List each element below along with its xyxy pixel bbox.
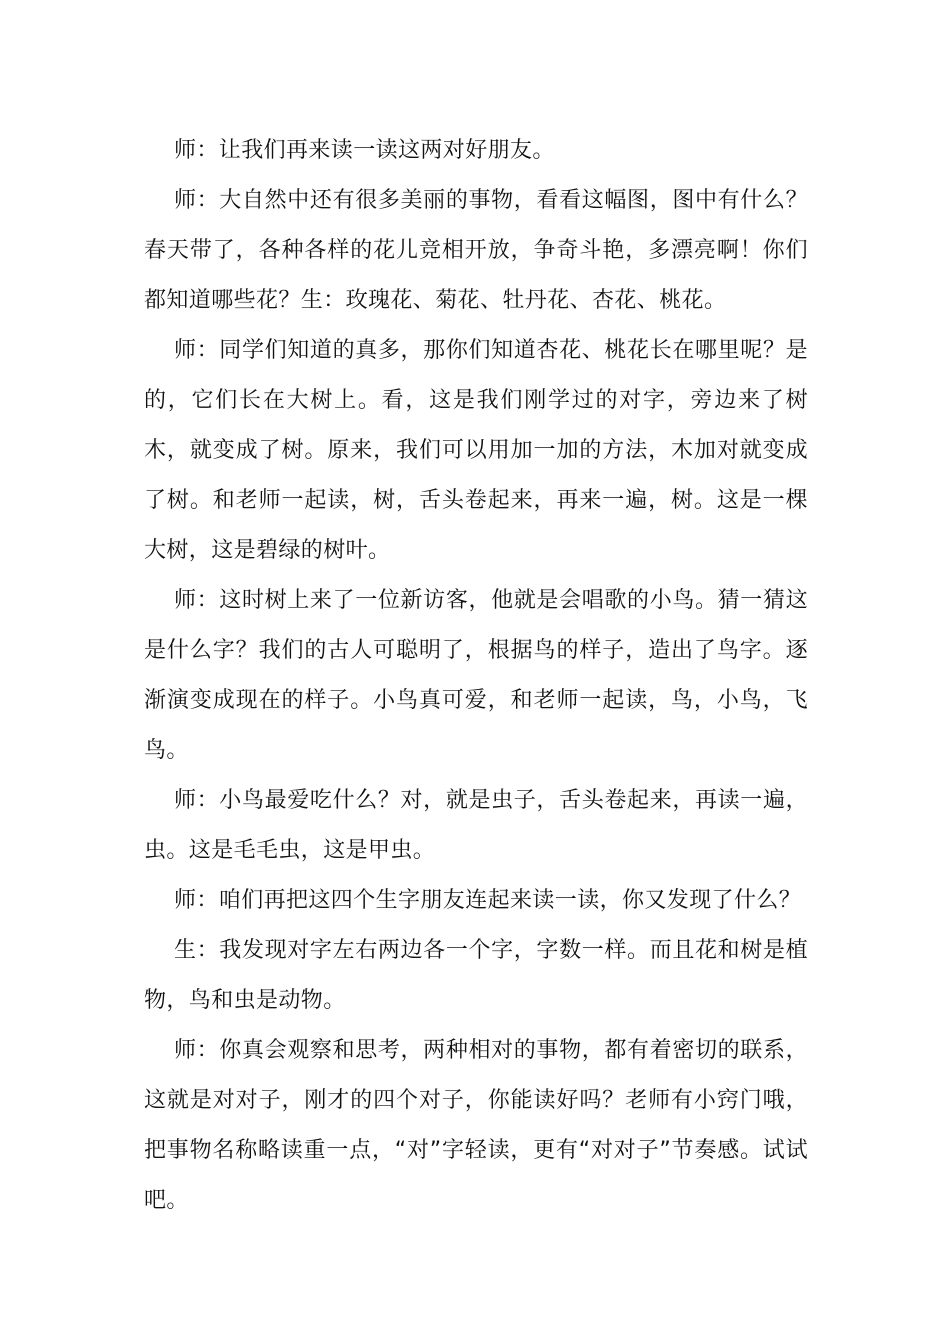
paragraph-5: 师：小鸟最爱吃什么？对，就是虫子，舌头卷起来，再读一遍，虫。这是毛毛虫，这是甲虫。 xyxy=(144,788,808,863)
document-body xyxy=(144,126,808,1226)
paragraph-8: 师：你真会观察和思考，两种相对的事物，都有着密切的联系，这就是对对子，刚才的四个对子，你能读好吗？老师有小窍门哦，把事物名称略读重一点，“对”字轻读，更有“对对子”节奏感。试试吧。 xyxy=(144,1038,808,1213)
paragraph-4: 师：这时树上来了一位新访客，他就是会唱歌的小鸟。猜一猜这是什么字？我们的古人可聪明了，根据鸟的样子，造出了鸟字。逐渐演变成现在的样子。小鸟真可爱，和老师一起读，鸟，小鸟，飞鸟。 xyxy=(144,588,808,763)
paragraph-1: 师：让我们再来读一读这两对好朋友。 xyxy=(174,138,555,163)
paragraph-2: 师：大自然中还有很多美丽的事物，看看这幅图，图中有什么？春天带了，各种各样的花儿竞相开放，争奇斗艳，多漂亮啊！你们都知道哪些花？生：玫瑰花、菊花、牡丹花、杏花、桃花。 xyxy=(144,188,808,313)
paragraph-7: 生：我发现对字左右两边各一个字，字数一样。而且花和树是植物，鸟和虫是动物。 xyxy=(144,938,808,1013)
paragraph-3: 师：同学们知道的真多，那你们知道杏花、桃花长在哪里呢？是的，它们长在大树上。看，这是我们刚学过的对字，旁边来了树木，就变成了树。原来，我们可以用加一加的方法，木加对就变成了树。和老师一起读，树，舌头卷起来，再来一遍，树。这是一棵大树，这是碧绿的树叶。 xyxy=(144,338,808,563)
paragraph-6: 师：咱们再把这四个生字朋友连起来读一读，你又发现了什么？ xyxy=(174,888,802,913)
